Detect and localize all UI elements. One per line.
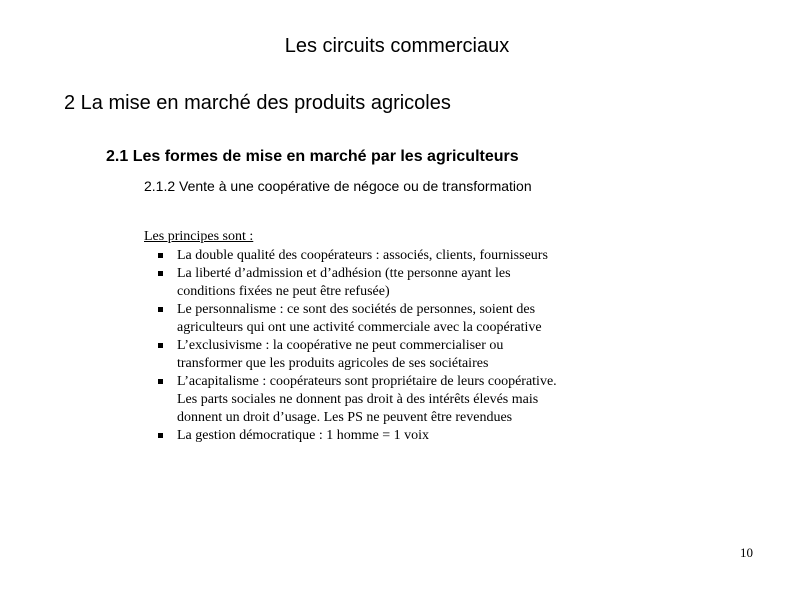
list-item-line: La gestion démocratique : 1 homme = 1 voix (177, 428, 430, 443)
list-item-line: donnent un droit d’usage. Les PS ne peuvent être revendues (177, 410, 513, 425)
list-item-line: Le personnalisme : ce sont des sociétés de personnes, soient des (177, 302, 536, 317)
subsection-heading: 2.1 Les formes de mise en marché par les agriculteurs (106, 148, 519, 165)
square-bullet-icon (158, 343, 163, 348)
square-bullet-icon (158, 253, 163, 258)
subsubsection-heading: 2.1.2 Vente à une coopérative de négoce ou de transformation (144, 178, 532, 194)
list-item (156, 337, 557, 373)
list-item (156, 427, 557, 445)
square-bullet-icon (158, 307, 163, 312)
square-bullet-icon (158, 379, 163, 384)
principles-list (156, 247, 557, 445)
principles-intro: Les principes sont : (144, 229, 254, 244)
list-item-line: La liberté d’admission et d’adhésion (tte personne ayant les (177, 266, 511, 281)
square-bullet-icon (158, 433, 163, 438)
list-item-line: L’exclusivisme : la coopérative ne peut commercialiser ou (177, 338, 504, 353)
list-item-line: conditions fixées ne peut être refusée) (177, 284, 390, 299)
list-item (156, 373, 557, 427)
list-item-line: L’acapitalisme : coopérateurs sont propriétaire de leurs coopérative. (177, 374, 557, 389)
list-item-line: La double qualité des coopérateurs : associés, clients, fournisseurs (177, 248, 548, 263)
list-item-line: Les parts sociales ne donnent pas droit à des intérêts élevés mais (177, 392, 539, 407)
square-bullet-icon (158, 271, 163, 276)
list-item (156, 301, 557, 337)
section-heading: 2 La mise en marché des produits agricoles (64, 92, 451, 114)
list-item-line: transformer que les produits agricoles de ses sociétaires (177, 356, 489, 371)
list-item (156, 265, 557, 301)
slide-title: Les circuits commerciaux (284, 35, 510, 57)
page-number: 10 (740, 545, 753, 560)
list-item (156, 247, 557, 265)
list-item-line: agriculteurs qui ont une activité commerciale avec la coopérative (177, 320, 542, 335)
